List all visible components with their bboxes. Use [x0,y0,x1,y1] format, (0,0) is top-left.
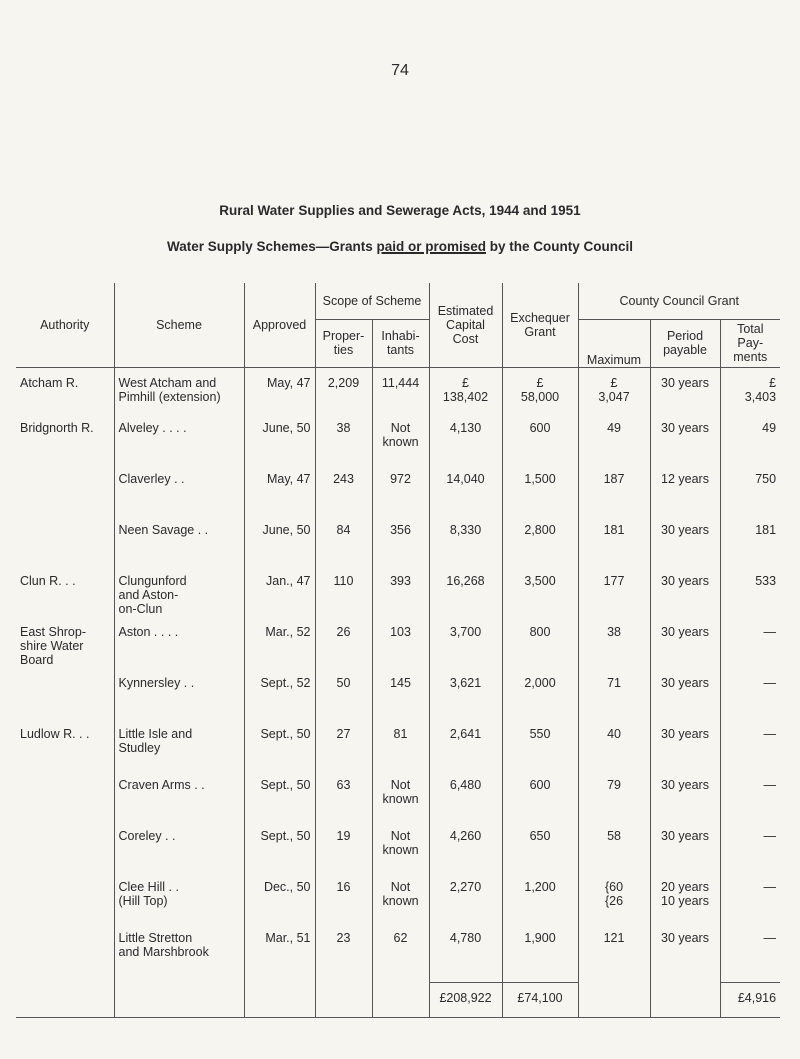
cell-approved-value: June, 50 [262,522,311,537]
cell-scheme-value: Coreley . . [118,828,176,843]
cell-properties-value: 23 [336,930,351,945]
cell-maximum [578,625,650,676]
cell-period-payable-value: 30 years [661,375,709,390]
cell-capital-cost [429,367,502,421]
cell-total-payments-value: 533 [755,573,777,588]
cell-exchequer-grant [502,880,578,931]
cell-total-payments [720,367,780,421]
cell-properties-value: 63 [336,777,351,792]
cell-inhabitants [372,880,429,931]
cell-exchequer-grant [502,829,578,880]
cell-maximum-value: 40 [607,726,621,741]
cell-maximum [578,931,650,983]
cell-capital-cost [429,574,502,625]
cell-total-payments-value: 3,403 [744,389,777,404]
cell-approved [244,472,315,523]
cell-capital-cost [429,625,502,676]
cell-authority [16,574,114,625]
cell-period-payable-value: 20 years 10 years [661,879,709,908]
cell-approved [244,421,315,472]
header-period-payable: Period payable [650,319,720,367]
cell-inhabitants [372,367,429,421]
cell-total-payments [720,421,780,472]
cell-scheme [114,931,244,983]
cell-period-payable-value: 30 years [661,420,709,435]
cell-capital-cost-value: 8,330 [449,522,482,537]
cell-properties [315,931,372,983]
cell-exchequer-grant-value: 600 [529,420,551,435]
cell-scheme-value: West Atcham and Pimhill (extension) [118,375,221,404]
table-row [16,421,780,472]
cell-capital-cost [429,727,502,778]
cell-capital-cost-value: 4,780 [449,930,482,945]
cell-properties [315,421,372,472]
cell-scheme-value: Clungunford and Aston- on-Clun [118,573,187,616]
cell-total-payments-value: — [763,726,777,741]
cell-approved-value: Mar., 51 [265,930,311,945]
cell-period-payable-value: 30 years [661,828,709,843]
cell-scheme [114,574,244,625]
header-maximum: Maximum [578,319,650,367]
cell-total-payments-value: 49 [762,420,777,435]
totals-row [16,982,780,1017]
cell-inhabitants-value: 145 [390,675,411,690]
cell-period-payable-value: 30 years [661,624,709,639]
cell-inhabitants [372,778,429,829]
table-row [16,727,780,778]
cell-inhabitants-value: Not known [382,828,419,857]
cell-authority [16,625,114,676]
cell-maximum-value: 71 [607,675,621,690]
cell-maximum [578,727,650,778]
cell-inhabitants-value: 356 [390,522,411,537]
cell-scheme [114,676,244,727]
cell-maximum [578,676,650,727]
table-row [16,676,780,727]
cell-period-payable [650,472,720,523]
cell-maximum-value: 181 [603,522,625,537]
cell-authority [16,931,114,983]
page-title: Rural Water Supplies and Sewerage Acts, 1944 and 1951 [219,203,581,218]
cell-total-payments-value: 750 [755,471,777,486]
cell-maximum-value: 79 [607,777,621,792]
table-row [16,472,780,523]
cell-scheme [114,625,244,676]
cell-capital-cost [429,829,502,880]
cell-exchequer-grant [502,472,578,523]
cell-period-payable [650,727,720,778]
cell-authority [16,367,114,421]
cell-period-payable [650,625,720,676]
cell-approved-value: Sept., 50 [260,777,311,792]
cell-period-payable-value: 30 years [661,675,709,690]
cell-authority [16,421,114,472]
total-exchequer-grant: £74,100 [502,982,578,1017]
cell-properties-value: 26 [336,624,351,639]
cell-authority-value: Bridgnorth R. [20,420,94,435]
cell-approved [244,676,315,727]
cell-maximum-value: 3,047 [598,389,630,404]
cell-period-payable [650,421,720,472]
cell-approved-value: Sept., 52 [260,675,311,690]
cell-capital-cost-value: 4,260 [449,828,482,843]
cell-inhabitants-value: 62 [393,930,408,945]
cell-scheme [114,880,244,931]
cell-exchequer-grant [502,625,578,676]
cell-maximum [578,574,650,625]
table-body [16,367,780,1017]
header-approved: Approved [244,283,315,367]
empty-cell [650,982,720,1017]
grants-table [16,283,780,1018]
cell-maximum-value: {60 {26 [604,879,624,908]
cell-approved [244,523,315,574]
cell-approved [244,367,315,421]
subtitle-suffix: by the County Council [486,239,634,254]
cell-properties [315,574,372,625]
cell-properties [315,676,372,727]
cell-total-payments-value: — [763,624,777,639]
cell-inhabitants-value: Not known [382,777,419,806]
cell-exchequer-grant [502,421,578,472]
cell-authority [16,880,114,931]
cell-total-payments [720,625,780,676]
cell-period-payable [650,829,720,880]
cell-capital-cost-value: 3,621 [449,675,482,690]
table-row [16,523,780,574]
cell-total-payments [720,778,780,829]
cell-capital-cost [429,421,502,472]
cell-approved-value: Mar., 52 [265,624,311,639]
cell-maximum-value: 187 [603,471,625,486]
cell-authority [16,778,114,829]
cell-maximum [578,829,650,880]
cell-maximum-value: 177 [603,573,625,588]
header-exchequer-grant: Exchequer Grant [502,283,578,367]
cell-period-payable [650,367,720,421]
cell-capital-cost-value: 2,270 [449,879,482,894]
cell-properties-value: 2,209 [327,375,360,390]
cell-maximum [578,421,650,472]
cell-inhabitants [372,472,429,523]
cell-exchequer-grant [502,931,578,983]
cell-approved [244,778,315,829]
cell-scheme [114,421,244,472]
cell-maximum [578,472,650,523]
cell-exchequer-grant-value: 2,800 [524,522,556,537]
cell-properties [315,625,372,676]
cell-properties-value: 50 [336,675,351,690]
page-number: 74 [391,62,409,79]
cell-approved [244,574,315,625]
cell-maximum-value: 121 [603,930,625,945]
cell-exchequer-grant-value: 2,000 [524,675,556,690]
cell-inhabitants-value: 393 [390,573,411,588]
cell-inhabitants [372,931,429,983]
currency-symbol: £ [610,375,618,390]
cell-capital-cost [429,472,502,523]
cell-capital-cost-value: 138,402 [442,389,489,404]
cell-scheme [114,727,244,778]
header-county-council-grant: County Council Grant [578,283,780,319]
cell-period-payable-value: 30 years [661,777,709,792]
subtitle-prefix: Water Supply Schemes—Grants [166,239,377,254]
cell-approved-value: Jan., 47 [266,573,311,588]
header-estimated-capital-cost: Estimated Capital Cost [429,283,502,367]
cell-scheme [114,367,244,421]
cell-total-payments-value: 181 [755,522,777,537]
cell-inhabitants-value: 103 [390,624,411,639]
cell-total-payments [720,523,780,574]
cell-total-payments-value: — [763,828,777,843]
cell-properties [315,778,372,829]
cell-period-payable [650,574,720,625]
cell-inhabitants [372,829,429,880]
cell-scheme [114,472,244,523]
cell-exchequer-grant [502,523,578,574]
currency-symbol: £ [536,375,544,390]
cell-authority [16,727,114,778]
cell-properties-value: 27 [336,726,351,741]
cell-exchequer-grant-value: 1,200 [524,879,556,894]
cell-total-payments [720,931,780,983]
cell-total-payments [720,472,780,523]
cell-properties [315,829,372,880]
cell-approved-value: Sept., 50 [260,828,311,843]
cell-capital-cost [429,931,502,983]
table-row [16,829,780,880]
empty-cell [16,982,114,1017]
cell-capital-cost [429,778,502,829]
cell-total-payments-value: — [763,777,777,792]
cell-scheme-value: Little Stretton and Marshbrook [118,930,209,959]
cell-exchequer-grant-value: 600 [529,777,551,792]
cell-inhabitants [372,676,429,727]
cell-exchequer-grant [502,727,578,778]
cell-maximum-value: 49 [607,420,621,435]
cell-approved-value: Sept., 50 [260,726,311,741]
cell-exchequer-grant-value: 1,900 [524,930,556,945]
cell-capital-cost-value: 14,040 [446,471,485,486]
empty-cell [315,982,372,1017]
cell-total-payments [720,676,780,727]
cell-scheme-value: Craven Arms . . [118,777,205,792]
cell-capital-cost [429,523,502,574]
cell-capital-cost [429,676,502,727]
cell-exchequer-grant [502,574,578,625]
cell-inhabitants [372,421,429,472]
cell-maximum [578,523,650,574]
cell-approved [244,625,315,676]
cell-exchequer-grant-value: 58,000 [520,389,560,404]
cell-period-payable [650,880,720,931]
cell-maximum [578,880,650,931]
cell-inhabitants-value: 81 [393,726,408,741]
cell-inhabitants-value: 972 [390,471,411,486]
header-scheme: Scheme [114,283,244,367]
cell-authority-value: Clun R. . . [20,573,76,588]
cell-inhabitants-value: 11,444 [381,375,420,390]
cell-inhabitants [372,727,429,778]
cell-period-payable-value: 30 years [661,930,709,945]
cell-total-payments-value: — [763,675,777,690]
subtitle-underlined: paid or promised [376,239,487,254]
cell-period-payable [650,676,720,727]
cell-exchequer-grant-value: 1,500 [524,471,556,486]
cell-period-payable-value: 30 years [661,573,709,588]
total-payments: £4,916 [720,982,780,1017]
table-row [16,880,780,931]
cell-authority [16,523,114,574]
cell-authority-value: Atcham R. [20,375,79,390]
table-row [16,931,780,983]
cell-exchequer-grant-value: 650 [529,828,551,843]
header-total-payments: Total Pay- ments [720,319,780,367]
cell-total-payments [720,880,780,931]
empty-cell [244,982,315,1017]
cell-properties-value: 84 [336,522,351,537]
header-properties: Proper- ties [315,319,372,367]
cell-approved [244,727,315,778]
table-row [16,367,780,421]
cell-properties [315,367,372,421]
cell-capital-cost-value: 4,130 [449,420,482,435]
cell-approved-value: June, 50 [262,420,311,435]
cell-exchequer-grant-value: 800 [529,624,551,639]
table-row [16,625,780,676]
cell-scheme-value: Alveley . . . . [118,420,187,435]
header-scope: Scope of Scheme [315,283,429,319]
cell-properties-value: 110 [333,573,354,588]
cell-inhabitants [372,574,429,625]
cell-authority-value: East Shrop- shire Water Board [20,624,87,667]
cell-scheme-value: Clee Hill . . (Hill Top) [118,879,179,908]
cell-properties-value: 16 [336,879,351,894]
cell-properties-value: 38 [336,420,351,435]
cell-properties-value: 19 [336,828,351,843]
cell-exchequer-grant-value: 550 [529,726,551,741]
cell-scheme-value: Little Isle and Studley [118,726,193,755]
cell-capital-cost-value: 2,641 [449,726,482,741]
currency-symbol: £ [769,375,777,390]
cell-period-payable-value: 12 years [661,471,709,486]
table-row [16,574,780,625]
cell-approved [244,829,315,880]
cell-maximum-value: 38 [607,624,621,639]
cell-approved-value: May, 47 [266,375,311,390]
cell-approved-value: Dec., 50 [263,879,311,894]
cell-total-payments-value: — [763,930,777,945]
cell-scheme-value: Neen Savage . . [118,522,209,537]
cell-period-payable-value: 30 years [661,522,709,537]
cell-properties [315,727,372,778]
cell-scheme-value: Claverley . . [118,471,185,486]
cell-total-payments [720,727,780,778]
header-authority: Authority [16,283,114,367]
cell-exchequer-grant [502,367,578,421]
cell-authority [16,829,114,880]
cell-period-payable [650,778,720,829]
total-capital-cost: £208,922 [429,982,502,1017]
cell-inhabitants-value: Not known [382,879,419,908]
currency-symbol: £ [462,375,469,390]
cell-authority-value: Ludlow R. . . [20,726,90,741]
cell-scheme [114,778,244,829]
cell-exchequer-grant [502,676,578,727]
cell-inhabitants [372,523,429,574]
cell-approved-value: May, 47 [266,471,311,486]
cell-properties [315,880,372,931]
cell-capital-cost-value: 16,268 [446,573,485,588]
cell-maximum [578,367,650,421]
cell-total-payments [720,829,780,880]
cell-authority [16,676,114,727]
cell-period-payable [650,931,720,983]
empty-cell [578,982,650,1017]
cell-scheme [114,829,244,880]
table-row [16,778,780,829]
cell-exchequer-grant [502,778,578,829]
cell-capital-cost-value: 6,480 [449,777,482,792]
cell-scheme [114,523,244,574]
cell-maximum [578,778,650,829]
cell-properties-value: 243 [333,471,354,486]
cell-approved [244,931,315,983]
cell-period-payable [650,523,720,574]
cell-maximum-value: 58 [607,828,621,843]
cell-approved [244,880,315,931]
cell-inhabitants [372,625,429,676]
empty-cell [372,982,429,1017]
cell-properties [315,472,372,523]
header-inhabitants: Inhabi- tants [372,319,429,367]
empty-cell [114,982,244,1017]
cell-total-payments [720,574,780,625]
cell-capital-cost-value: 3,700 [449,624,482,639]
table-subtitle [0,239,800,254]
cell-total-payments-value: — [763,879,777,894]
cell-capital-cost [429,880,502,931]
cell-period-payable-value: 30 years [661,726,709,741]
cell-scheme-value: Aston . . . . [118,624,179,639]
cell-exchequer-grant-value: 3,500 [524,573,556,588]
cell-properties [315,523,372,574]
cell-scheme-value: Kynnersley . . [118,675,195,690]
cell-inhabitants-value: Not known [382,420,419,449]
cell-authority [16,472,114,523]
